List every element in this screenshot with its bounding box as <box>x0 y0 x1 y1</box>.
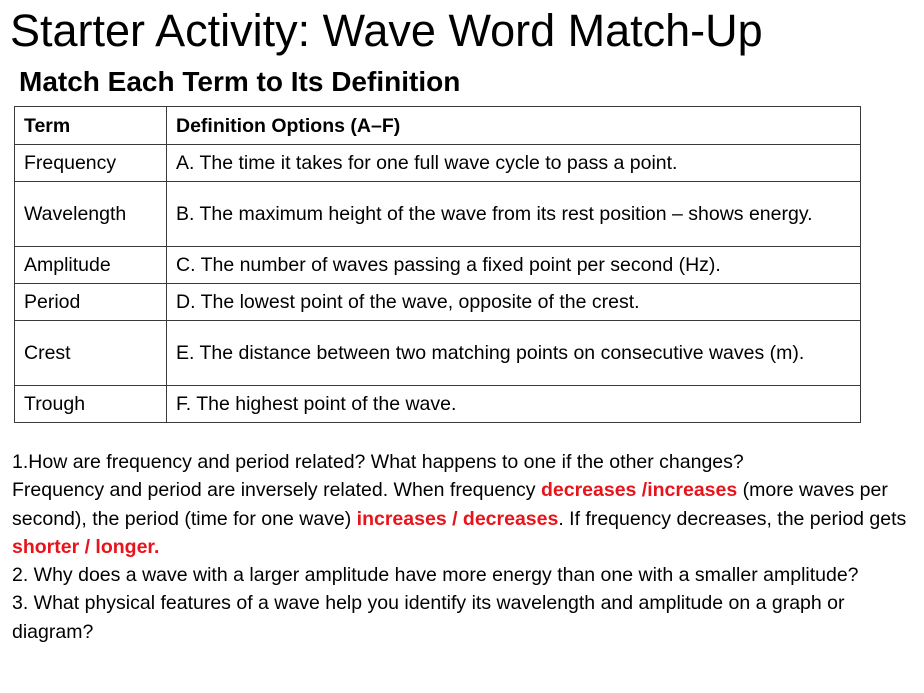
table-row <box>15 247 861 284</box>
column-header-term: Term <box>15 107 167 145</box>
question-1-answer <box>12 476 917 561</box>
term-cell: Wavelength <box>15 182 167 247</box>
table-row <box>15 284 861 321</box>
term-cell: Trough <box>15 386 167 423</box>
definition-cell: D. The lowest point of the wave, opposite of the crest. <box>167 284 861 321</box>
question-2: 2. Why does a wave with a larger amplitude have more energy than one with a smaller amplitude? <box>12 564 859 587</box>
answer-text: . If frequency decreases, the period gets <box>558 507 907 530</box>
definition-cell: F. The highest point of the wave. <box>167 386 861 423</box>
column-header-definition: Definition Options (A–F) <box>167 107 861 145</box>
table-header-row <box>15 107 861 145</box>
question-1: 1.How are frequency and period related? What happens to one if the other changes? <box>12 451 744 473</box>
table-row <box>15 321 861 386</box>
term-cell: Crest <box>15 321 167 386</box>
definition-cell: E. The distance between two matching points on consecutive waves (m). <box>167 321 861 386</box>
answer-choice-3: shorter / longer. <box>12 535 160 558</box>
page-title: Starter Activity: Wave Word Match-Up <box>10 5 763 56</box>
questions-section <box>12 448 917 646</box>
term-definition-table <box>14 106 861 423</box>
table-row <box>15 182 861 247</box>
answer-choice-2: increases / decreases <box>356 507 559 530</box>
definition-cell: C. The number of waves passing a fixed point per second (Hz). <box>167 247 861 284</box>
question-3: 3. What physical features of a wave help you identify its wavelength and amplitude on a graph or diagram? <box>12 592 845 643</box>
answer-choice-1: decreases /increases <box>540 479 738 502</box>
definition-cell: A. The time it takes for one full wave cycle to pass a point. <box>167 145 861 182</box>
term-cell: Amplitude <box>15 247 167 284</box>
table-row <box>15 386 861 423</box>
term-cell: Frequency <box>15 145 167 182</box>
answer-text: Frequency and period are inversely related. When frequency <box>12 479 541 502</box>
section-subtitle: Match Each Term to Its Definition <box>19 66 461 97</box>
answer-text: (more waves per second), the period (time for one wave) <box>12 479 888 530</box>
table-row <box>15 145 861 182</box>
definition-cell: B. The maximum height of the wave from its rest position – shows energy. <box>167 182 861 247</box>
term-cell: Period <box>15 284 167 321</box>
